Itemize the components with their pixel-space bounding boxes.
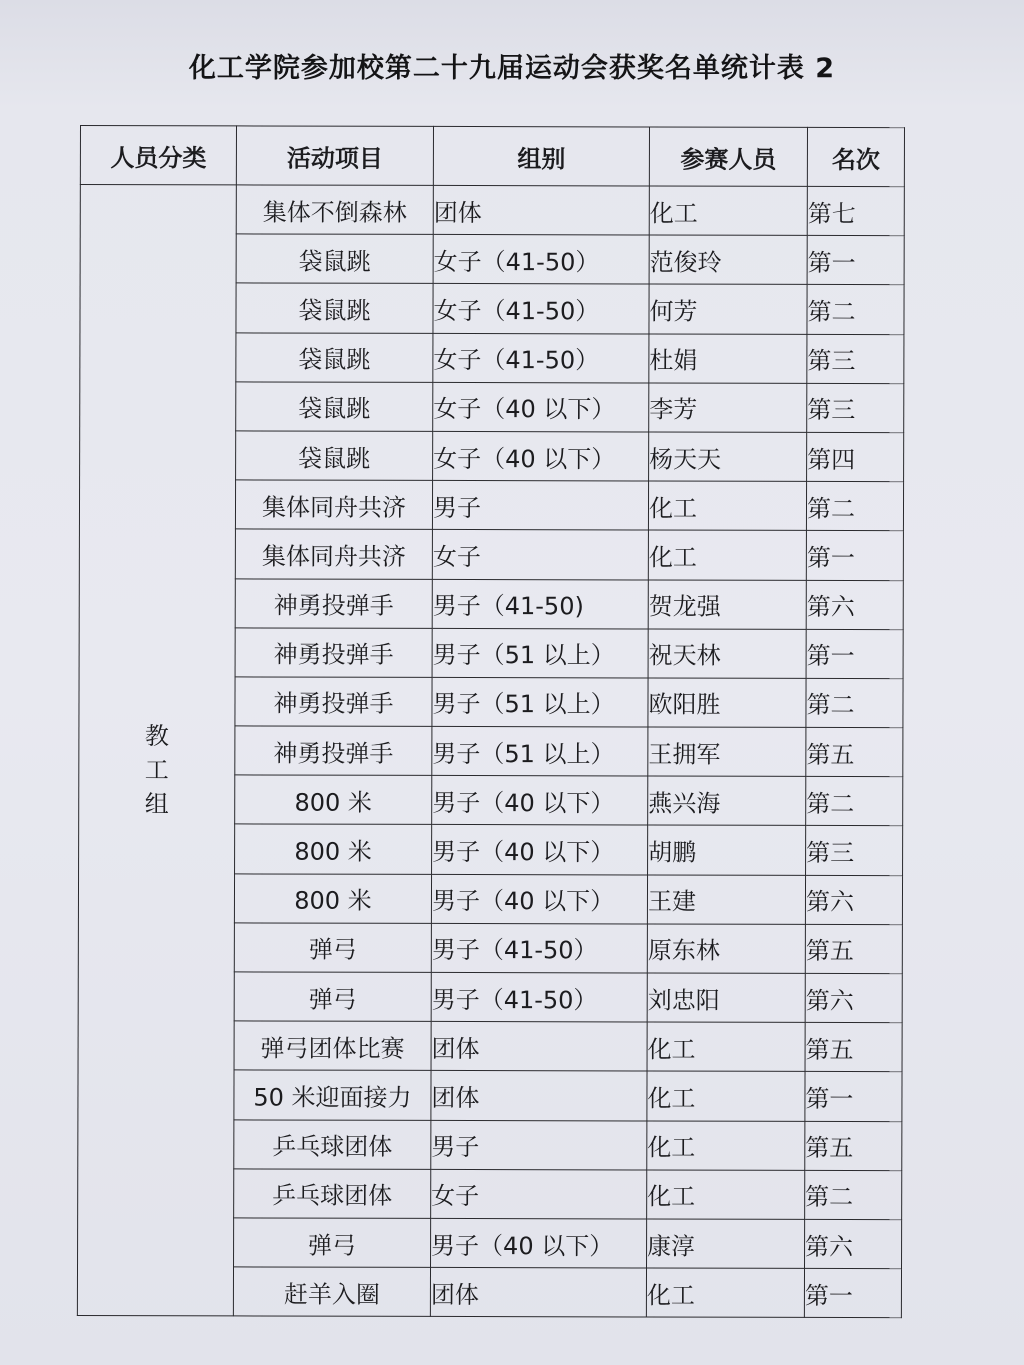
- participant-cell: 化工: [647, 1022, 805, 1072]
- rank-cell: 第四: [807, 432, 904, 481]
- group-cell: 女子（40 以下）: [433, 431, 649, 481]
- group-cell: 男子（51 以上）: [432, 726, 648, 776]
- group-cell: 男子（41-50）: [431, 972, 647, 1022]
- participant-cell: 杨天天: [649, 432, 807, 482]
- rank-cell: 第一: [807, 236, 904, 285]
- participant-cell: 范俊玲: [649, 235, 807, 285]
- table-header-row: [80, 126, 904, 187]
- group-cell: 团体: [433, 185, 649, 235]
- participant-cell: 贺龙强: [648, 579, 806, 629]
- event-cell: 800 米: [235, 824, 432, 874]
- group-cell: 男子（40 以下）: [432, 825, 648, 875]
- event-cell: 神勇投弹手: [235, 677, 432, 727]
- participant-cell: 杜娟: [649, 334, 807, 384]
- header-participant: 参赛人员: [649, 127, 807, 186]
- header-group: 组别: [433, 126, 649, 186]
- participant-cell: 王拥军: [648, 727, 806, 777]
- event-cell: 袋鼠跳: [236, 382, 433, 432]
- rank-cell: 第五: [806, 727, 903, 776]
- event-cell: 50 米迎面接力: [234, 1070, 431, 1120]
- rank-cell: 第二: [807, 285, 904, 334]
- group-cell: 女子（40 以下）: [433, 382, 649, 432]
- participant-cell: 化工: [648, 481, 806, 531]
- table-body: [77, 185, 904, 1318]
- event-cell: 袋鼠跳: [236, 431, 433, 481]
- participant-cell: 化工: [647, 1170, 805, 1220]
- group-cell: 女子: [431, 1169, 647, 1219]
- group-cell: 男子（40 以下）: [432, 776, 648, 826]
- group-cell: 男子: [431, 1120, 647, 1170]
- rank-cell: 第一: [804, 1269, 901, 1318]
- participant-cell: 化工: [647, 1121, 805, 1171]
- event-cell: 集体同舟共济: [235, 529, 432, 579]
- participant-cell: 胡鹏: [648, 825, 806, 875]
- group-cell: 男子（51 以上）: [432, 628, 648, 678]
- rank-cell: 第七: [807, 186, 904, 235]
- awards-table: [77, 125, 905, 1318]
- event-cell: 神勇投弹手: [235, 726, 432, 776]
- group-cell: 团体: [431, 1022, 647, 1072]
- rank-cell: 第二: [806, 482, 903, 531]
- group-cell: 男子（41-50）: [431, 923, 647, 973]
- header-rank: 名次: [807, 127, 904, 186]
- rank-cell: 第六: [805, 973, 902, 1022]
- event-cell: 集体不倒森林: [236, 185, 433, 235]
- event-cell: 袋鼠跳: [236, 283, 433, 333]
- group-cell: 男子: [432, 481, 648, 531]
- group-cell: 女子（41-50）: [433, 333, 649, 383]
- rank-cell: 第三: [806, 826, 903, 875]
- rank-cell: 第二: [805, 1170, 902, 1219]
- rank-cell: 第六: [805, 875, 902, 924]
- document-title: 化工学院参加校第二十九届运动会获奖名单统计表 2: [188, 53, 836, 84]
- event-cell: 弹弓: [234, 923, 431, 973]
- group-cell: 团体: [431, 1071, 647, 1121]
- group-cell: 女子（41-50）: [433, 284, 649, 334]
- rank-cell: 第六: [806, 580, 903, 629]
- group-cell: 男子（41-50): [432, 579, 648, 629]
- participant-cell: 王建: [647, 875, 805, 925]
- event-cell: 弹弓: [234, 1218, 431, 1268]
- participant-cell: 化工: [646, 1268, 804, 1318]
- event-cell: 弹弓团体比赛: [234, 1021, 431, 1071]
- participant-cell: 祝天林: [648, 629, 806, 679]
- participant-cell: 欧阳胜: [648, 678, 806, 728]
- event-cell: 袋鼠跳: [236, 332, 433, 382]
- rank-cell: 第五: [805, 1023, 902, 1072]
- event-cell: 800 米: [234, 874, 431, 924]
- header-event: 活动项目: [236, 126, 433, 186]
- event-cell: 赶羊入圈: [233, 1267, 430, 1317]
- event-cell: 乒乓球团体: [234, 1119, 431, 1169]
- participant-cell: 康淳: [647, 1219, 805, 1269]
- event-cell: 乒乓球团体: [234, 1169, 431, 1219]
- rank-cell: 第二: [806, 678, 903, 727]
- rank-cell: 第六: [805, 1219, 902, 1268]
- participant-cell: 刘忠阳: [647, 973, 805, 1023]
- category-cell: [77, 185, 236, 1317]
- event-cell: 神勇投弹手: [235, 578, 432, 628]
- event-cell: 神勇投弹手: [235, 628, 432, 678]
- group-cell: 女子: [432, 530, 648, 580]
- rank-cell: 第五: [805, 924, 902, 973]
- rank-cell: 第三: [807, 334, 904, 383]
- group-cell: 男子（51 以上）: [432, 677, 648, 727]
- group-cell: 团体: [430, 1268, 646, 1318]
- rank-cell: 第五: [805, 1121, 902, 1170]
- participant-cell: 化工: [648, 530, 806, 580]
- table-row: [80, 185, 904, 236]
- header-category: 人员分类: [80, 126, 236, 185]
- participant-cell: 燕兴海: [648, 776, 806, 826]
- rank-cell: 第三: [807, 383, 904, 432]
- rank-cell: 第一: [806, 531, 903, 580]
- participant-cell: 原东林: [647, 924, 805, 974]
- group-cell: 男子（40 以下）: [431, 1218, 647, 1268]
- participant-cell: 化工: [649, 186, 807, 236]
- event-cell: 集体同舟共济: [235, 480, 432, 530]
- group-cell: 男子（40 以下）: [431, 874, 647, 924]
- event-cell: 800 米: [235, 775, 432, 825]
- event-cell: 袋鼠跳: [236, 234, 433, 284]
- rank-cell: 第一: [806, 629, 903, 678]
- event-cell: 弹弓: [234, 972, 431, 1022]
- category-label: 教工组: [144, 722, 169, 819]
- rank-cell: 第二: [806, 777, 903, 826]
- group-cell: 女子（41-50）: [433, 235, 649, 285]
- participant-cell: 化工: [647, 1071, 805, 1121]
- participant-cell: 李芳: [649, 383, 807, 433]
- rank-cell: 第一: [805, 1072, 902, 1121]
- participant-cell: 何芳: [649, 284, 807, 334]
